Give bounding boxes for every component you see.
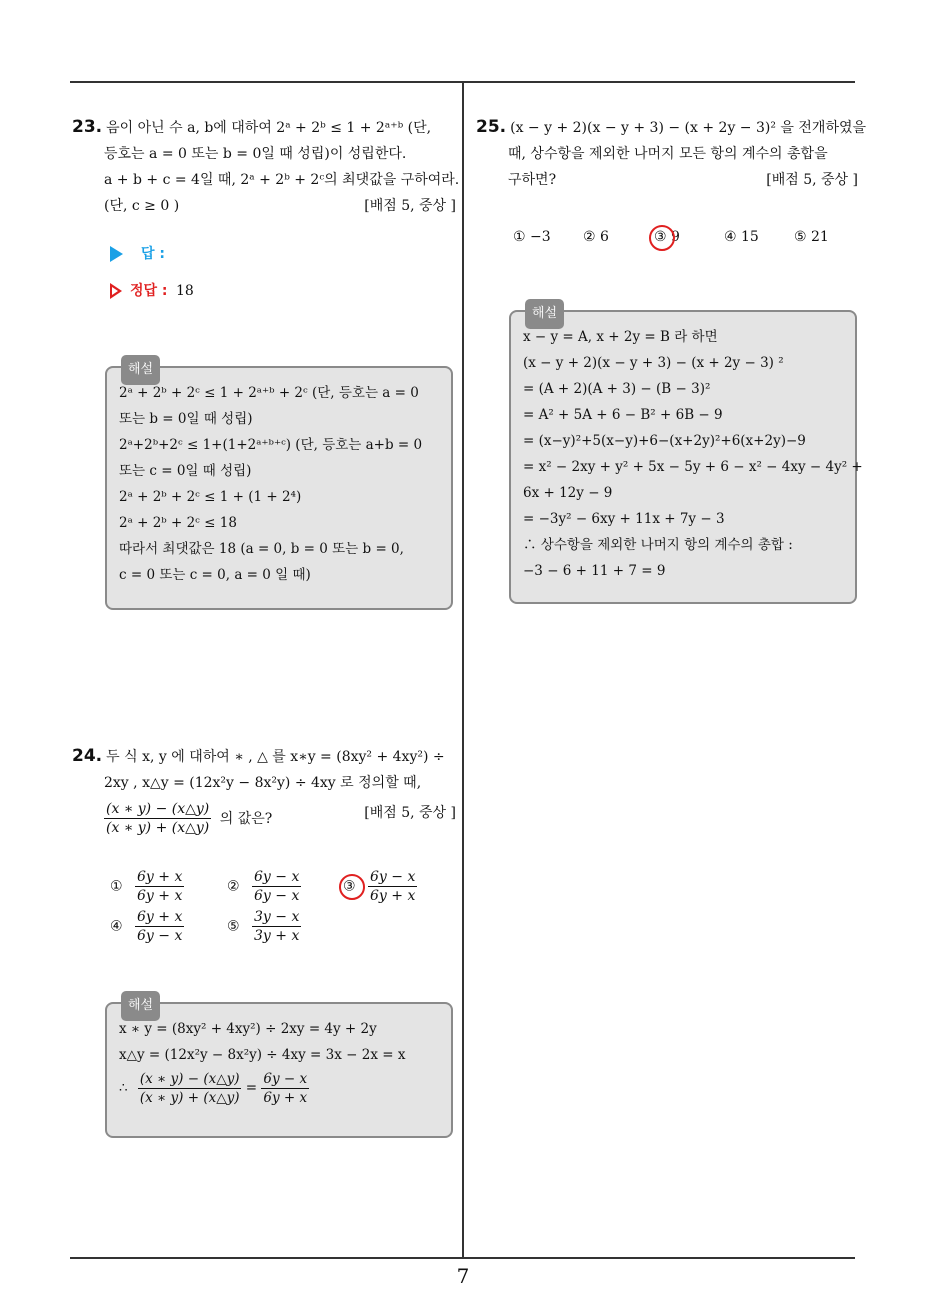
question-number: 25.: [476, 117, 507, 137]
question-text-line: 의 값은?: [219, 810, 273, 827]
bottom-rule: [70, 1257, 855, 1259]
choice-1[interactable]: ① −3: [513, 229, 551, 245]
solution-line: x△y = (12x²y − 8x²y) ÷ 4xy = 3x − 2x = x: [119, 1047, 406, 1063]
question-text-line: 때, 상수항을 제외한 나머지 모든 항의 계수의 총합을: [508, 146, 828, 162]
correct-answer-row: [110, 280, 194, 300]
solution-line: 따라서 최댓값은 18 (a = 0, b = 0 또는 b = 0,: [119, 541, 404, 557]
solution-box-23: [105, 362, 453, 610]
score-label: [배점 5, 중상 ]: [766, 172, 858, 188]
solution-line: 또는 b = 0일 때 성립): [119, 411, 253, 427]
outline-triangle-icon: [110, 283, 122, 299]
correct-answer-label: 정답 :: [130, 283, 168, 299]
score-label: [배점 5, 중상 ]: [364, 198, 456, 214]
solution-line: c = 0 또는 c = 0, a = 0 일 때): [119, 567, 311, 583]
answer-label: 답 :: [141, 246, 165, 262]
solution-line: x − y = A, x + 2y = B 라 하면: [523, 329, 718, 345]
solution-tag: 해설: [121, 991, 160, 1021]
choice-1[interactable]: ① $\frac{6y + x}{6y + x}$: [110, 869, 183, 904]
solution-line: = (A + 2)(A + 3) − (B − 3)²: [523, 381, 711, 397]
selected-answer-circle: [649, 225, 675, 251]
question-number: 23.: [72, 117, 103, 137]
question-text-line: 두 식 x, y 에 대하여 ∗ , △ 를 x∗y = (8xy² + 4xy²) ÷: [106, 749, 445, 765]
solution-line: = −3y² − 6xy + 11x + 7y − 3: [523, 511, 725, 527]
solution-line: (x − y + 2)(x − y + 3) − (x + 2y − 3) ²: [523, 355, 784, 371]
question-24: [72, 743, 456, 837]
solution-fraction: $\frac{(x ∗ y) - (x\triangle y)}{(x ∗ y) + (x\triangle y)}$: [139, 1071, 240, 1106]
column-divider: [462, 83, 464, 1257]
selected-answer-circle: [339, 874, 365, 900]
play-icon: [110, 246, 123, 262]
choice-2[interactable]: ② $\frac{6y - x}{6y - x}$: [227, 869, 300, 904]
solution-result: $\frac{6y - x}{6y + x}$: [263, 1071, 308, 1106]
question-25: [476, 114, 867, 193]
question-text-line: (x − y + 2)(x − y + 3) − (x + 2y − 3)² 을 전개하였을: [510, 120, 867, 136]
solution-line: −3 − 6 + 11 + 7 = 9: [523, 563, 666, 579]
choice-4[interactable]: ④ 15: [724, 229, 759, 245]
score-label: [배점 5, 중상 ]: [364, 805, 456, 821]
answer-row: [110, 243, 165, 263]
solution-tag: 해설: [525, 299, 564, 329]
solution-line: 6x + 12y − 9: [523, 485, 613, 501]
correct-answer-value: 18: [175, 283, 194, 299]
solution-line: = (x−y)²+5(x−y)+6−(x+2y)²+6(x+2y)−9: [523, 433, 806, 449]
solution-tag: 해설: [121, 355, 160, 385]
solution-line: 2ᵃ + 2ᵇ + 2ᶜ ≤ 18: [119, 515, 237, 531]
solution-line: 2ᵃ+2ᵇ+2ᶜ ≤ 1+(1+2ᵃ⁺ᵇ⁺ᶜ) (단, 등호는 a+b = 0: [119, 437, 423, 453]
solution-line: 2ᵃ + 2ᵇ + 2ᶜ ≤ 1 + (1 + 2⁴): [119, 489, 302, 505]
question-23: [72, 114, 460, 219]
choice-3[interactable]: ③ 9: [654, 229, 680, 245]
question-number: 24.: [72, 746, 103, 766]
solution-line: 2ᵃ + 2ᵇ + 2ᶜ ≤ 1 + 2ᵃ⁺ᵇ + 2ᶜ (단, 등호는 a = 0: [119, 385, 419, 401]
choice-3[interactable]: ③ $\frac{6y - x}{6y + x}$: [343, 869, 416, 904]
choice-5[interactable]: ⑤ $\frac{3y - x}{3y + x}$: [227, 909, 300, 944]
question-text-line: (단, c ≥ 0 ): [104, 198, 180, 214]
question-text-line: 구하면?: [508, 172, 557, 188]
solution-line: x ∗ y = (8xy² + 4xy²) ÷ 2xy = 4y + 2y: [119, 1021, 377, 1037]
question-text-line: 음이 아닌 수 a, b에 대하여 2ᵃ + 2ᵇ ≤ 1 + 2ᵃ⁺ᵇ (단,: [106, 120, 432, 136]
solution-line: 또는 c = 0일 때 성립): [119, 463, 252, 479]
page-number: 7: [456, 1264, 470, 1288]
question-fraction: $\frac{(x ∗ y) - (x\triangle y)}{(x ∗ y) + (x\triangle y)}$: [106, 801, 210, 836]
choice-2[interactable]: ② 6: [583, 229, 609, 245]
choice-4[interactable]: ④ $\frac{6y + x}{6y - x}$: [110, 909, 183, 944]
solution-line: ∴ 상수항을 제외한 나머지 항의 계수의 총합 :: [523, 537, 793, 553]
solution-line: = A² + 5A + 6 − B² + 6B − 9: [523, 407, 723, 423]
solution-line: = x² − 2xy + y² + 5x − 5y + 6 − x² − 4xy − 4y² +: [523, 459, 863, 475]
question-text-line: 2xy , x△y = (12x²y − 8x²y) ÷ 4xy 로 정의할 때,: [104, 775, 422, 791]
question-text-line: a + b + c = 4일 때, 2ᵃ + 2ᵇ + 2ᶜ의 최댓값을 구하여라.: [104, 172, 460, 188]
question-text-line: 등호는 a = 0 또는 b = 0일 때 성립)이 성립한다.: [104, 146, 407, 162]
solution-box-24: 해설 x ∗ y = (8xy² + 4xy²) ÷ 2xy = 4y + 2y x△y = (12x²y − 8x²y) ÷ 4xy = 3x − 2x = x ∴ $\frac{(x ∗ y) - (x\triangle y)}{(x ∗ y) + (x\triangle y)}$ = $\frac{6y - x}{6y + x}$: [105, 1002, 453, 1138]
choice-5[interactable]: ⑤ 21: [794, 229, 829, 245]
solution-box-25: [509, 306, 863, 604]
